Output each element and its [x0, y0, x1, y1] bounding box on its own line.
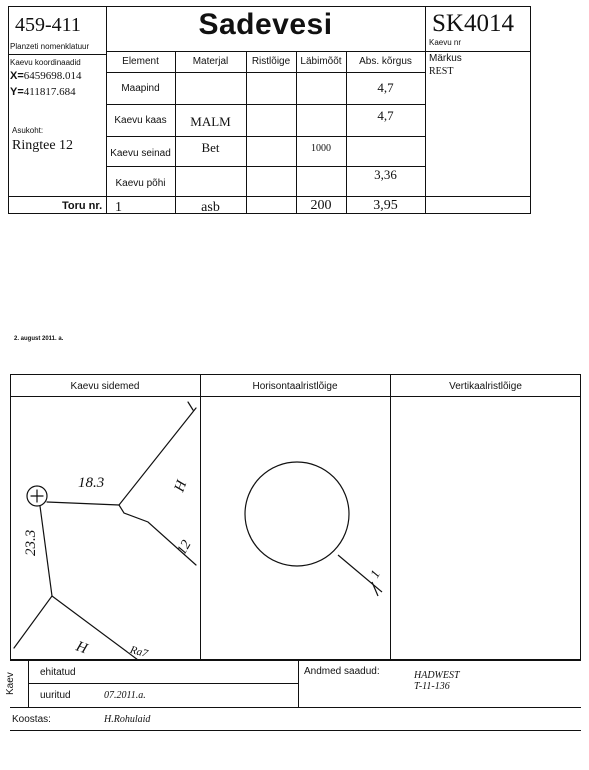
col-header-section: Ristlõige: [251, 56, 291, 67]
pipe-label: Toru nr.: [62, 200, 103, 212]
data-source-ref: T-11-136: [414, 681, 450, 692]
well-number: SK4014: [432, 10, 514, 37]
annotation-mark: H: [73, 638, 90, 658]
panel-title-horizontal: Horisontaalristlõige: [252, 380, 338, 392]
built-label: ehitatud: [40, 667, 76, 678]
panel-title-connections: Kaevu sidemed: [70, 380, 140, 392]
pipe-number: 1: [115, 200, 122, 215]
divider: [10, 707, 581, 708]
col-header-remark: Märkus: [429, 53, 462, 64]
col-header-elevation: Abs. kõrgus: [359, 56, 412, 67]
divider: [10, 660, 581, 661]
annotation-mark: Ra7: [128, 643, 149, 661]
data-source-label: Andmed saadud:: [304, 666, 380, 677]
divider: [28, 660, 29, 707]
surveyed-label: uuritud: [40, 690, 71, 701]
coord-y-value: 411817.684: [23, 86, 76, 98]
connection-line: [52, 596, 138, 660]
divider: [298, 660, 299, 707]
well-number-label: Kaevu nr: [429, 38, 462, 47]
location-value: Ringtee 12: [12, 138, 74, 153]
data-source-value: HADWEST: [414, 670, 460, 681]
location-label: Asukoht:: [12, 126, 44, 135]
connection-line: [47, 502, 196, 565]
annotation-distance: 18.3: [78, 475, 105, 491]
table-row-diameter: 1000: [311, 142, 331, 154]
divider: [28, 683, 298, 684]
table-row-material: Bet: [201, 140, 220, 155]
pipe-elevation: 3,95: [373, 198, 398, 213]
annotation-mark: H: [171, 478, 191, 495]
connection-line: [14, 506, 52, 648]
coord-x-value: 6459698.014: [23, 70, 82, 82]
coord-y-label: Y=: [10, 86, 24, 98]
sheet-label: Planzeti nomenklatuur: [10, 42, 90, 51]
table-row-element: Kaevu kaas: [114, 114, 167, 126]
author-label: Koostas:: [12, 714, 51, 725]
manhole-circle: [245, 462, 349, 566]
coords-label: Kaevu koordinaadid: [10, 58, 81, 67]
table-row-element: Kaevu põhi: [115, 177, 166, 189]
author-value: H.Rohulaid: [104, 714, 151, 725]
annotation-distance: 23.3: [23, 529, 39, 556]
table-row-element: Kaevu seinad: [110, 147, 171, 159]
col-header-diameter: Läbimõõt: [300, 56, 342, 67]
divider: [10, 730, 581, 731]
annotation-mark: 12: [174, 537, 195, 558]
remark-value: REST: [429, 66, 454, 77]
sheet-number: 459-411: [15, 14, 81, 36]
col-header-element: Element: [122, 56, 159, 67]
coord-x-label: X=: [10, 70, 24, 82]
footer-side-label: Kaev: [5, 672, 16, 695]
col-header-material: Materjal: [192, 56, 229, 67]
pipe-diameter: 200: [310, 198, 332, 213]
page-title: Sadevesi: [198, 8, 333, 41]
panel-title-vertical: Vertikaalristlõige: [449, 380, 522, 392]
date-line: 2. august 2011. a.: [14, 336, 64, 342]
table-row-elevation: 4,7: [377, 80, 394, 95]
table-row-elevation: 3,36: [374, 167, 397, 182]
pipe-material: asb: [201, 200, 220, 215]
table-row-element: Maapind: [121, 82, 160, 94]
table-row-elevation: 4,7: [377, 108, 394, 123]
annotation-mark: 1: [366, 567, 383, 581]
surveyed-value: 07.2011.a.: [104, 690, 146, 701]
table-row-material: MALM: [190, 114, 231, 129]
